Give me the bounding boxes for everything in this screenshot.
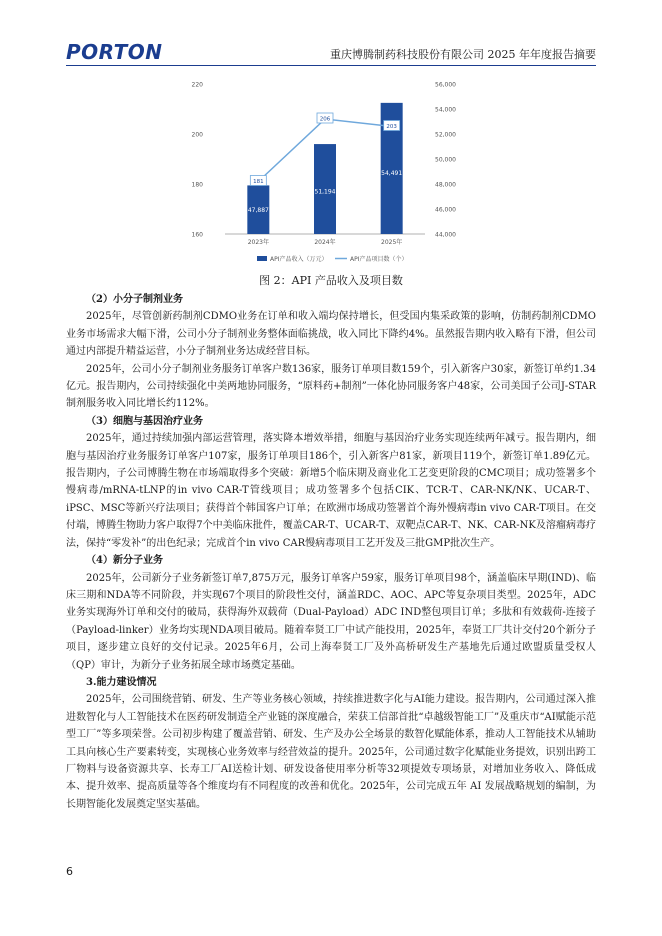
line-data-label: 181 xyxy=(253,179,264,185)
bar-data-label: 54,491 xyxy=(381,169,403,177)
chart-svg xyxy=(185,76,485,282)
porton-logo: PORTON xyxy=(66,40,163,64)
category-label: 2024年 xyxy=(314,239,336,246)
header-divider xyxy=(66,65,596,66)
paragraph: 2025年，公司围绕营销、研发、生产等业务核心领域，持续推进数字化与AI能力建设。报告期内，公司通过深入推进数智化与人工智能技术在医药研发制造全产业链的深度融合，荣获工信部首批“卓越级智能工厂”及重庆市“AI赋能示范型工厂”等多项荣誉。公司初步构建了覆盖营销、研发、生产及办公全场景的数智化赋能体系，推动人工智能技术从辅助工具向核心生产要素转变，实现核心业务效率与经营效益的提升。2025年，公司通过数字化赋能业务提效，识别出跨工厂物料与设备资源共享、长寿工厂AI送检计划、研发设备使用率分析等32项提效专项场景，对增加业务收入、降低成本、提升效率、提高质量等各个维度均有不同程度的改善和优化。2025年，公司完成五年 AI 发展战略规划的编制，为长期智能化发展奠定坚实基础。 xyxy=(66,694,596,810)
legend-bar-label: API产品收入（万元） xyxy=(270,256,328,263)
section-heading-new-molecule: （4）新分子业务 xyxy=(86,555,163,567)
paragraph: 2025年，公司新分子业务新签订单7,875万元，服务订单客户59家，服务订单项目98个，涵盖临床早期(IND)、临床三期和NDA等不同阶段，并实现67个项目的阶段性交付，涵盖RDC、AOC、APC等复杂项目类型。2025年，ADC业务实现海外订单和交付的破局，获得海外双载荷（Dual-Payload）ADC IND整包项目订单；多肽和有效载荷-连接子（Payload-linker）业务均实现NDA项目破局。随着奉贤工厂中试产能投用，2025年，奉贤工厂共计交付20个新分子项目，逐步建立良好的交付记录。2025年6月，公司上海奉贤工厂及外高桥研发生产基地先后通过欧盟质量受权人（QP）审计，为新分子业务拓展全球市场奠定基础。 xyxy=(66,572,596,671)
left-axis-tick-label: 180 xyxy=(191,181,203,189)
right-axis-tick-label: 54,000 xyxy=(435,106,456,114)
right-axis-tick-label: 44,000 xyxy=(435,231,456,239)
left-axis-tick-label: 200 xyxy=(191,131,203,139)
figure-caption: 图 2：API 产品收入及项目数 xyxy=(259,274,403,287)
left-axis-tick-label: 160 xyxy=(191,231,203,239)
paragraph: 2025年，尽管创新药制剂CDMO业务在订单和收入端均保持增长，但受国内集采政策的影响，仿制药制剂CDMO业务市场需求大幅下滑，公司小分子制剂业务整体面临挑战，收入同比下降约4%。虽然报告期内收入略有下滑，但公司通过内部提升精益运营，小分子制剂业务达成经营目标。 xyxy=(66,311,596,358)
bar-data-label: 47,887 xyxy=(247,207,269,215)
legend-bar-swatch xyxy=(257,256,267,261)
right-axis-tick-label: 50,000 xyxy=(435,156,456,164)
bar-data-label: 51,194 xyxy=(314,188,336,196)
section-heading-small-molecule-formulation: （2）小分子制剂业务 xyxy=(86,294,183,305)
paragraph: 2025年，通过持续加强内部运营管理，落实降本增效举措，细胞与基因治疗业务实现连续两年减亏。报告期内，细胞与基因治疗业务服务订单客户107家，服务订单项目186个，引入新客户81家，新项目119个，新签订单1.89亿元。报告期内，子公司博腾生物在市场端取得多个突破：新增5个临床期及商业化工艺变更阶段的CMC项目；成功签署多个慢病毒/mRNA-tLNP的in vivo CAR-T管线项目；成功签署多个包括CIK、TCR-T、CAR-NK/NK、UCAR-T、iPSC、MSC等新兴疗法项目；获得首个韩国客户订单；在欧洲市场成功签署首个海外慢病毒in vivo CAR-T项目。在交付端，博腾生物助力客户取得7个中美临床批件，覆盖CAR-T、UCAR-T、双靶点CAR-T、NK、CAR-NK及溶瘤病毒疗法，保持“零发补”的出色纪录；完成首个in vivo CAR慢病毒项目工艺开发及三批GMP批次生产。 xyxy=(66,433,596,549)
category-label: 2023年 xyxy=(247,239,269,246)
line-data-label: 206 xyxy=(319,116,331,123)
line-data-label: 203 xyxy=(386,124,397,130)
legend-line-label: API产品项目数（个） xyxy=(350,256,408,263)
section-heading-capability: 3.能力建设情况 xyxy=(86,676,157,688)
report-title: 重庆博腾制药科技股份有限公司 2025 年年度报告摘要 xyxy=(330,48,596,61)
category-label: 2025年 xyxy=(381,239,403,246)
right-axis-tick-label: 56,000 xyxy=(435,81,456,89)
page-header xyxy=(66,40,596,64)
paragraph: 2025年，公司小分子制剂业务服务订单客户数136家，服务订单项目数159个，引入新客户30家，新签订单约1.34亿元。报告期内，公司持续强化中美两地协同服务，“原料药+制剂”一体化协同服务客户48家，公司美国子公司J-STAR制剂服务收入同比增长约112%。 xyxy=(66,363,596,410)
page-number: 6 xyxy=(66,865,73,878)
report-body xyxy=(66,291,596,813)
right-axis-tick-label: 46,000 xyxy=(435,206,456,214)
section-heading-cell-gene-therapy: （3）细胞与基因治疗业务 xyxy=(86,415,203,427)
left-axis-tick-label: 220 xyxy=(191,81,203,89)
api-revenue-chart xyxy=(185,76,485,282)
right-axis-tick-label: 48,000 xyxy=(435,181,456,189)
right-axis-tick-label: 52,000 xyxy=(435,131,456,139)
